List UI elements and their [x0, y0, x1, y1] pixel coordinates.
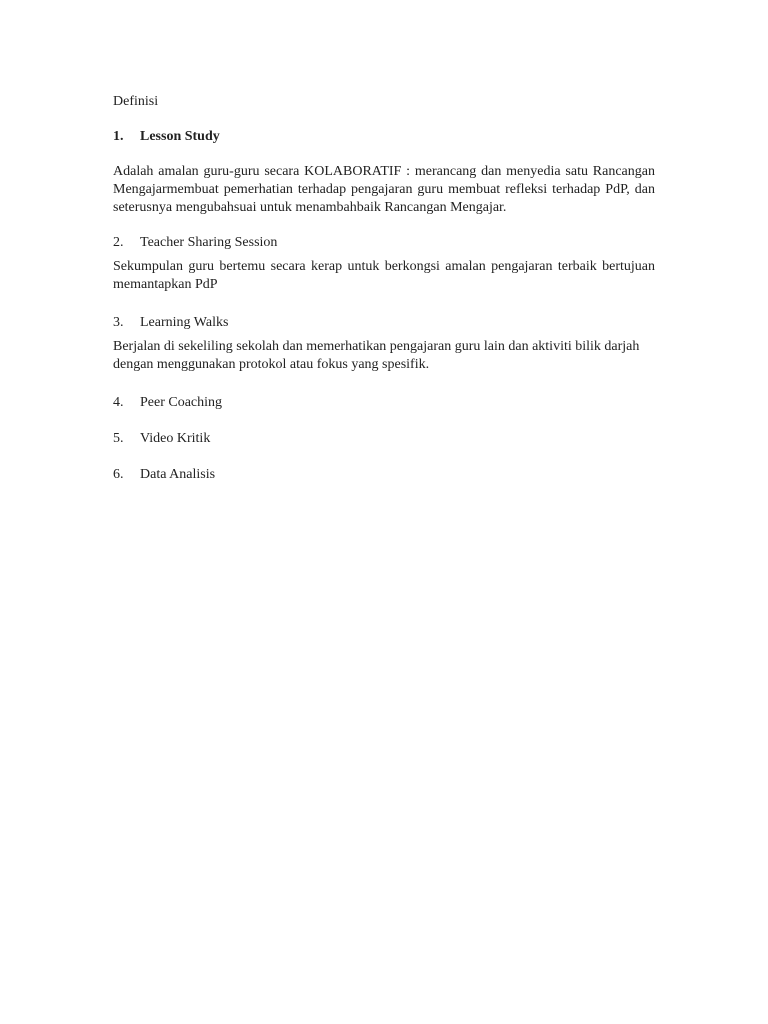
- section-1-title-row: [113, 128, 655, 146]
- section-3-number: 3.: [113, 315, 124, 330]
- section-2-title: Teacher Sharing Session: [140, 235, 278, 250]
- section-2-body: Sekumpulan guru bertemu secara kerap untuk berkongsi amalan pengajaran terbaik bertujuan memantapkan PdP: [113, 259, 655, 292]
- section-5-title: Video Kritik: [140, 431, 211, 446]
- section-3-body: Berjalan di sekeliling sekolah dan memerhatikan pengajaran guru lain dan aktiviti bilik darjah dengan menggunakan protokol atau fokus yang spesifik.: [113, 339, 640, 372]
- document-page: [113, 93, 655, 484]
- section-1-number: 1.: [113, 129, 124, 144]
- section-1-title: Lesson Study: [140, 129, 220, 144]
- section-6-number: 6.: [113, 467, 124, 482]
- section-4-number: 4.: [113, 395, 124, 410]
- section-1-body: Adalah amalan guru-guru secara KOLABORATIF : merancang dan menyedia satu Rancangan Mengajarmembuat pemerhatian terhadap pengajaran guru membuat refleksi terhadap PdP, dan seterusnya mengubahsuai untuk menambahbaik Rancangan Mengajar.: [113, 164, 655, 215]
- section-6-title: Data Analisis: [140, 467, 216, 482]
- document-heading: Definisi: [113, 94, 159, 109]
- section-4-title-row: [113, 394, 655, 412]
- section-2-title-row: [113, 234, 655, 252]
- section-6-title-row: [113, 466, 655, 484]
- section-5-number: 5.: [113, 431, 124, 446]
- section-3-title-row: [113, 314, 655, 332]
- section-3-title: Learning Walks: [140, 315, 229, 330]
- section-4-title: Peer Coaching: [140, 395, 223, 410]
- section-2-number: 2.: [113, 235, 124, 250]
- section-5-title-row: [113, 430, 655, 448]
